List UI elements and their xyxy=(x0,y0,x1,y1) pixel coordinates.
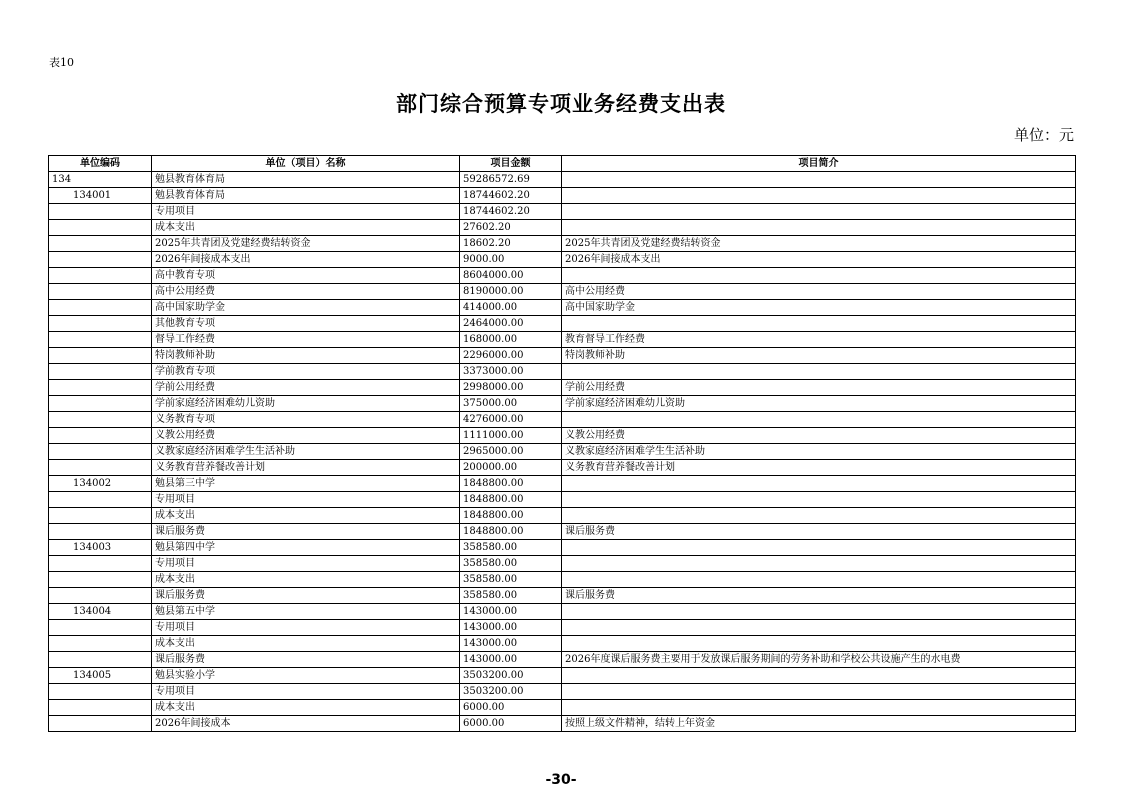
table-row xyxy=(49,396,1076,412)
cell-unit-name: 2025年共青团及党建经费结转资金 xyxy=(152,236,460,252)
cell-unit-code xyxy=(49,380,152,396)
cell-amount: 18744602.20 xyxy=(460,204,562,220)
cell-description xyxy=(562,172,1076,188)
cell-description: 2025年共青团及党建经费结转资金 xyxy=(562,236,1076,252)
cell-amount: 358580.00 xyxy=(460,540,562,556)
cell-description: 高中公用经费 xyxy=(562,284,1076,300)
cell-amount: 2998000.00 xyxy=(460,380,562,396)
cell-unit-code: 134004 xyxy=(49,604,152,620)
table-row xyxy=(49,508,1076,524)
table-number-label: 表10 xyxy=(49,56,74,69)
page-title: 部门综合预算专项业务经费支出表 xyxy=(396,92,726,116)
cell-description: 课后服务费 xyxy=(562,588,1076,604)
cell-amount: 375000.00 xyxy=(460,396,562,412)
cell-unit-name: 勉县实验小学 xyxy=(152,668,460,684)
cell-unit-code xyxy=(49,636,152,652)
cell-unit-name: 义务教育专项 xyxy=(152,412,460,428)
cell-description: 高中国家助学金 xyxy=(562,300,1076,316)
table-row xyxy=(49,220,1076,236)
unit-label: 单位：元 xyxy=(1013,126,1074,144)
table-row xyxy=(49,332,1076,348)
cell-amount: 2965000.00 xyxy=(460,444,562,460)
cell-unit-code xyxy=(49,700,152,716)
cell-amount: 3503200.00 xyxy=(460,668,562,684)
cell-amount: 414000.00 xyxy=(460,300,562,316)
cell-unit-code xyxy=(49,252,152,268)
table-row xyxy=(49,268,1076,284)
cell-description xyxy=(562,508,1076,524)
cell-unit-name: 勉县第四中学 xyxy=(152,540,460,556)
cell-unit-name: 义教公用经费 xyxy=(152,428,460,444)
cell-unit-code xyxy=(49,364,152,380)
cell-unit-name: 成本支出 xyxy=(152,220,460,236)
cell-description xyxy=(562,620,1076,636)
table-row xyxy=(49,172,1076,188)
cell-description: 2026年间接成本支出 xyxy=(562,252,1076,268)
cell-unit-code xyxy=(49,716,152,732)
cell-unit-name: 勉县教育体育局 xyxy=(152,188,460,204)
cell-description: 教育督导工作经费 xyxy=(562,332,1076,348)
cell-amount: 1848800.00 xyxy=(460,524,562,540)
cell-amount: 6000.00 xyxy=(460,700,562,716)
cell-unit-code xyxy=(49,524,152,540)
cell-amount: 200000.00 xyxy=(460,460,562,476)
cell-unit-code xyxy=(49,220,152,236)
cell-unit-name: 义务教育营养餐改善计划 xyxy=(152,460,460,476)
cell-unit-code xyxy=(49,396,152,412)
cell-amount: 18602.20 xyxy=(460,236,562,252)
table-row xyxy=(49,236,1076,252)
cell-unit-code xyxy=(49,348,152,364)
cell-description xyxy=(562,476,1076,492)
cell-unit-code xyxy=(49,556,152,572)
table-row xyxy=(49,476,1076,492)
cell-description xyxy=(562,668,1076,684)
cell-description: 2026年度课后服务费主要用于发放课后服务期间的劳务补助和学校公共设施产生的水电费 xyxy=(562,652,1076,668)
cell-unit-name: 专用项目 xyxy=(152,204,460,220)
cell-unit-name: 专用项目 xyxy=(152,556,460,572)
cell-description xyxy=(562,268,1076,284)
table-row xyxy=(49,364,1076,380)
cell-unit-name: 成本支出 xyxy=(152,700,460,716)
table-row xyxy=(49,716,1076,732)
cell-unit-code xyxy=(49,284,152,300)
cell-unit-code: 134001 xyxy=(49,188,152,204)
cell-unit-name: 课后服务费 xyxy=(152,652,460,668)
cell-unit-name: 勉县教育体育局 xyxy=(152,172,460,188)
cell-amount: 1848800.00 xyxy=(460,508,562,524)
cell-unit-name: 学前家庭经济困难幼儿资助 xyxy=(152,396,460,412)
cell-description: 课后服务费 xyxy=(562,524,1076,540)
table-row xyxy=(49,348,1076,364)
table-row xyxy=(49,604,1076,620)
cell-description xyxy=(562,412,1076,428)
cell-unit-name: 课后服务费 xyxy=(152,524,460,540)
table-body xyxy=(49,172,1076,732)
cell-unit-code xyxy=(49,412,152,428)
table-row xyxy=(49,636,1076,652)
cell-description xyxy=(562,492,1076,508)
table-row xyxy=(49,380,1076,396)
header-unit-code: 单位编码 xyxy=(49,156,152,172)
table-header-row xyxy=(49,156,1076,172)
cell-unit-code: 134 xyxy=(49,172,152,188)
table-row xyxy=(49,188,1076,204)
table-row xyxy=(49,572,1076,588)
cell-description: 特岗教师补助 xyxy=(562,348,1076,364)
cell-description xyxy=(562,684,1076,700)
cell-unit-name: 专用项目 xyxy=(152,620,460,636)
cell-amount: 8190000.00 xyxy=(460,284,562,300)
cell-amount: 2296000.00 xyxy=(460,348,562,364)
cell-amount: 358580.00 xyxy=(460,588,562,604)
cell-unit-name: 高中国家助学金 xyxy=(152,300,460,316)
cell-amount: 358580.00 xyxy=(460,572,562,588)
cell-description xyxy=(562,540,1076,556)
header-amount: 项目金额 xyxy=(460,156,562,172)
table-row xyxy=(49,284,1076,300)
cell-unit-code xyxy=(49,444,152,460)
table-row xyxy=(49,444,1076,460)
cell-unit-code xyxy=(49,460,152,476)
cell-unit-name: 高中公用经费 xyxy=(152,284,460,300)
header-unit-name: 单位（项目）名称 xyxy=(152,156,460,172)
cell-description: 义教公用经费 xyxy=(562,428,1076,444)
cell-amount: 59286572.69 xyxy=(460,172,562,188)
cell-unit-name: 高中教育专项 xyxy=(152,268,460,284)
cell-description xyxy=(562,316,1076,332)
table-row xyxy=(49,316,1076,332)
cell-unit-name: 学前教育专项 xyxy=(152,364,460,380)
cell-description: 按照上级文件精神，结转上年资金 xyxy=(562,716,1076,732)
cell-unit-code xyxy=(49,492,152,508)
table-row xyxy=(49,524,1076,540)
cell-amount: 1848800.00 xyxy=(460,476,562,492)
cell-unit-code xyxy=(49,428,152,444)
cell-unit-code xyxy=(49,508,152,524)
cell-unit-name: 2026年间接成本 xyxy=(152,716,460,732)
cell-amount: 9000.00 xyxy=(460,252,562,268)
table-row xyxy=(49,620,1076,636)
cell-description xyxy=(562,636,1076,652)
header-description: 项目简介 xyxy=(562,156,1076,172)
cell-unit-name: 成本支出 xyxy=(152,636,460,652)
cell-unit-name: 勉县第五中学 xyxy=(152,604,460,620)
table-row xyxy=(49,668,1076,684)
page-number: -30- xyxy=(545,772,577,788)
table-row xyxy=(49,204,1076,220)
cell-unit-name: 专用项目 xyxy=(152,492,460,508)
cell-description: 义教家庭经济困难学生生活补助 xyxy=(562,444,1076,460)
table-row xyxy=(49,700,1076,716)
cell-unit-name: 义教家庭经济困难学生生活补助 xyxy=(152,444,460,460)
cell-description xyxy=(562,604,1076,620)
cell-amount: 8604000.00 xyxy=(460,268,562,284)
cell-amount: 1848800.00 xyxy=(460,492,562,508)
cell-unit-name: 督导工作经费 xyxy=(152,332,460,348)
cell-unit-code xyxy=(49,236,152,252)
table-row xyxy=(49,428,1076,444)
cell-unit-code xyxy=(49,620,152,636)
cell-unit-code xyxy=(49,300,152,316)
cell-unit-code: 134003 xyxy=(49,540,152,556)
cell-amount: 2464000.00 xyxy=(460,316,562,332)
cell-amount: 6000.00 xyxy=(460,716,562,732)
cell-amount: 3373000.00 xyxy=(460,364,562,380)
table-row xyxy=(49,540,1076,556)
cell-amount: 143000.00 xyxy=(460,652,562,668)
table-row xyxy=(49,460,1076,476)
cell-amount: 143000.00 xyxy=(460,620,562,636)
cell-amount: 168000.00 xyxy=(460,332,562,348)
table-row xyxy=(49,556,1076,572)
cell-unit-code xyxy=(49,652,152,668)
table-row xyxy=(49,412,1076,428)
cell-unit-code: 134002 xyxy=(49,476,152,492)
cell-unit-name: 勉县第三中学 xyxy=(152,476,460,492)
table-row xyxy=(49,652,1076,668)
cell-unit-code xyxy=(49,332,152,348)
cell-description: 学前公用经费 xyxy=(562,380,1076,396)
cell-amount: 358580.00 xyxy=(460,556,562,572)
cell-amount: 27602.20 xyxy=(460,220,562,236)
cell-amount: 3503200.00 xyxy=(460,684,562,700)
cell-unit-code xyxy=(49,588,152,604)
table-row xyxy=(49,492,1076,508)
cell-unit-code xyxy=(49,268,152,284)
budget-table xyxy=(48,155,1076,732)
cell-amount: 4276000.00 xyxy=(460,412,562,428)
cell-description: 学前家庭经济困难幼儿资助 xyxy=(562,396,1076,412)
table-row xyxy=(49,684,1076,700)
cell-unit-name: 特岗教师补助 xyxy=(152,348,460,364)
cell-description xyxy=(562,364,1076,380)
cell-description xyxy=(562,572,1076,588)
cell-unit-name: 专用项目 xyxy=(152,684,460,700)
cell-unit-code xyxy=(49,316,152,332)
cell-description: 义务教育营养餐改善计划 xyxy=(562,460,1076,476)
table-row xyxy=(49,588,1076,604)
cell-amount: 1111000.00 xyxy=(460,428,562,444)
cell-amount: 143000.00 xyxy=(460,636,562,652)
cell-unit-code xyxy=(49,204,152,220)
cell-description xyxy=(562,204,1076,220)
cell-description xyxy=(562,220,1076,236)
cell-description xyxy=(562,700,1076,716)
cell-unit-name: 2026年间接成本支出 xyxy=(152,252,460,268)
cell-unit-name: 成本支出 xyxy=(152,508,460,524)
cell-unit-name: 其他教育专项 xyxy=(152,316,460,332)
table-row xyxy=(49,300,1076,316)
cell-description xyxy=(562,188,1076,204)
table-row xyxy=(49,252,1076,268)
cell-unit-code xyxy=(49,572,152,588)
cell-unit-code: 134005 xyxy=(49,668,152,684)
cell-unit-name: 成本支出 xyxy=(152,572,460,588)
cell-amount: 143000.00 xyxy=(460,604,562,620)
cell-description xyxy=(562,556,1076,572)
cell-unit-name: 学前公用经费 xyxy=(152,380,460,396)
cell-unit-code xyxy=(49,684,152,700)
cell-unit-name: 课后服务费 xyxy=(152,588,460,604)
cell-amount: 18744602.20 xyxy=(460,188,562,204)
